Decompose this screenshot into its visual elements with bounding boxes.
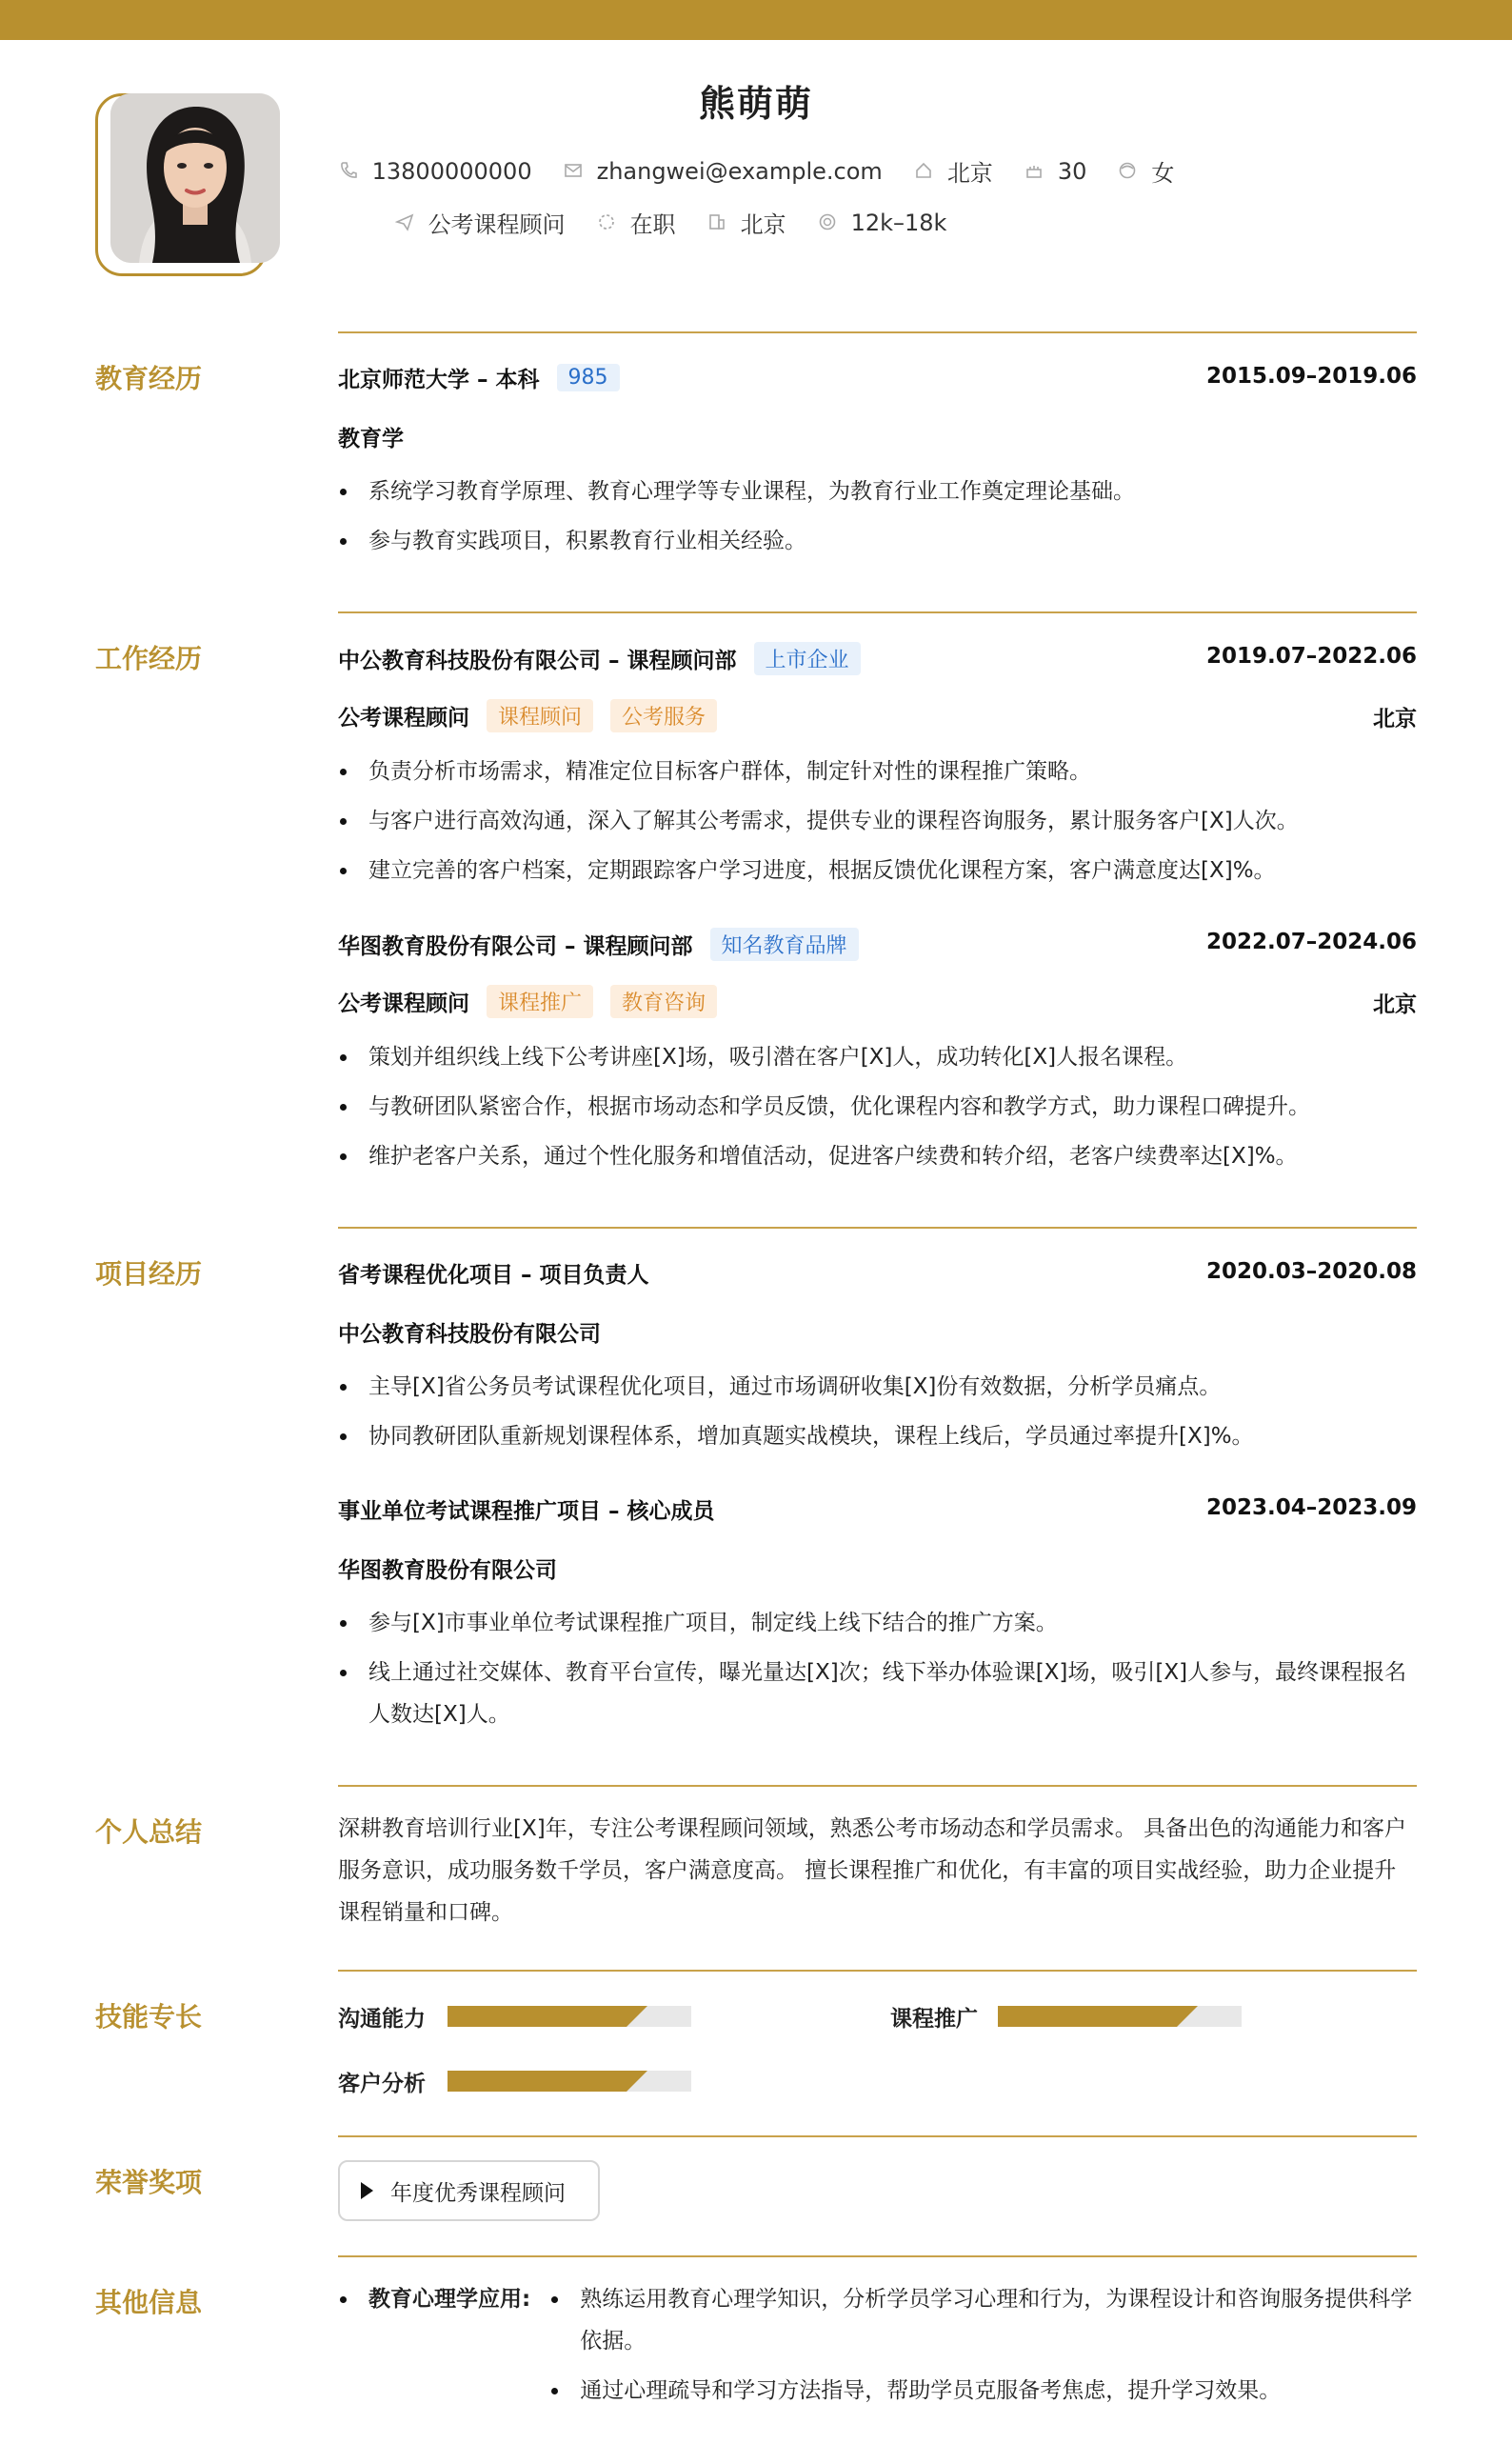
company-text: 华图教育股份有限公司 – 课程顾问部 (338, 934, 693, 959)
company-text: 中公教育科技股份有限公司 – 课程顾问部 (338, 649, 737, 673)
gender-item (1117, 154, 1174, 188)
email-text: zhangwei@example.com (596, 157, 883, 185)
skill-label: 沟通能力 (338, 2007, 426, 2032)
person-face-icon (1117, 161, 1138, 182)
list-item: 主导[X]省公务员考试课程优化项目，通过市场调研收集[X]份有效数据，分析学员痛点。 (338, 1366, 1417, 1408)
phone-item (338, 158, 532, 185)
job-row (38, 206, 1303, 239)
project-1-bullets (338, 1366, 1417, 1457)
coin-icon (817, 212, 838, 233)
award-text: 年度优秀课程顾问 (390, 2180, 566, 2206)
list-item: 熟练运用教育心理学知识，分析学员学习心理和行为，为课程设计和咨询服务提供科学依据。 (549, 2278, 1417, 2362)
target-city-text: 北京 (740, 211, 786, 238)
divider (338, 1785, 1417, 1787)
list-item: 负责分析市场需求，精准定位目标客户群体，制定针对性的课程推广策略。 (338, 751, 1417, 792)
project-1-org: 中公教育科技股份有限公司 (338, 1322, 601, 1347)
section-title-education: 教育经历 (95, 363, 203, 394)
section-title-other: 其他信息 (95, 2287, 203, 2318)
building-icon (706, 212, 727, 233)
school-tag: 985 (557, 364, 620, 391)
role-tag: 课程顾问 (487, 699, 593, 732)
work-2-location: 北京 (1373, 992, 1417, 1017)
list-item: 策划并组织线上线下公考讲座[X]场，吸引潜在客户[X]人，成功转化[X]人报名课程。 (338, 1036, 1417, 1078)
role-tag: 教育咨询 (610, 985, 717, 1018)
work-2-bullets (338, 1036, 1417, 1177)
loading-icon (596, 212, 617, 233)
list-item: 协同教研团队重新规划课程体系，增加真题实战模块，课程上线后，学员通过率提升[X]%。 (338, 1415, 1417, 1457)
phone-icon (338, 161, 359, 182)
list-item: 参与[X]市事业单位考试课程推广项目，制定线上线下结合的推广方案。 (338, 1602, 1417, 1644)
role-1 (338, 699, 717, 732)
other-info-item (338, 2278, 1417, 2412)
city-item (913, 154, 993, 188)
major: 教育学 (338, 427, 404, 451)
skill-bar (448, 2071, 691, 2092)
skill-bar (448, 2006, 691, 2027)
education-bullets (338, 471, 1417, 562)
phone-text: 13800000000 (371, 157, 532, 185)
bullet-dot (340, 2296, 347, 2303)
skill-label: 客户分析 (338, 2072, 426, 2096)
salary-item (817, 210, 947, 236)
status-text: 在职 (629, 211, 676, 238)
company-1 (338, 642, 861, 675)
section-title-project: 项目经历 (95, 1258, 203, 1290)
award-item[interactable] (338, 2160, 600, 2221)
send-icon (394, 212, 415, 233)
other-info (338, 2278, 1417, 2412)
age-text: 30 (1057, 157, 1087, 185)
role-text: 公考课程顾问 (338, 992, 469, 1016)
work-1-location: 北京 (1373, 707, 1417, 731)
skill-bar-fill (448, 2071, 627, 2092)
list-item: 线上通过社交媒体、教育平台宣传，曝光量达[X]次；线下举办体验课[X]场，吸引[X]人参与，最终课程报名人数达[X]人。 (338, 1652, 1417, 1735)
job-target-text: 公考课程顾问 (428, 211, 566, 238)
role-text: 公考课程顾问 (338, 706, 469, 731)
divider (338, 2135, 1417, 2137)
role-tag: 公考服务 (610, 699, 717, 732)
work-2-date: 2022.07–2024.06 (1205, 930, 1417, 954)
target-city-item (706, 206, 786, 239)
project-2-org: 华图教育股份有限公司 (338, 1558, 557, 1583)
list-item: 通过心理疏导和学习方法指导，帮助学员克服备考焦虑，提升学习效果。 (549, 2370, 1417, 2412)
divider (338, 331, 1417, 333)
role-2 (338, 985, 717, 1018)
home-icon (913, 161, 934, 182)
skill-bar-fill (448, 2006, 627, 2027)
status-item (596, 206, 676, 239)
other-label: 教育心理学应用: (368, 2287, 531, 2312)
salary-text: 12k–18k (850, 209, 947, 236)
section-title-summary: 个人总结 (95, 1816, 203, 1848)
divider (338, 2255, 1417, 2257)
job-target-item (394, 206, 566, 239)
company-tag: 知名教育品牌 (710, 928, 859, 961)
role-tag: 课程推广 (487, 985, 593, 1018)
work-1-date: 2019.07–2022.06 (1205, 644, 1417, 669)
mail-icon (563, 161, 584, 182)
cake-icon (1024, 161, 1044, 182)
list-item: 系统学习教育学原理、教育心理学等专业课程，为教育行业工作奠定理论基础。 (338, 471, 1417, 512)
school-text: 北京师范大学 – 本科 (338, 368, 540, 392)
skill-bar (998, 2006, 1242, 2027)
list-item: 与教研团队紧密合作，根据市场动态和学员反馈，优化课程内容和教学方式，助力课程口碑提升。 (338, 1086, 1417, 1128)
project-1-date: 2020.03–2020.08 (1205, 1259, 1417, 1284)
email-item (563, 158, 883, 185)
work-1-bullets (338, 751, 1417, 891)
education-date: 2015.09–2019.06 (1205, 364, 1417, 389)
section-title-skills: 技能专长 (95, 2001, 203, 2033)
list-item: 与客户进行高效沟通，深入了解其公考需求，提供专业的课程咨询服务，累计服务客户[X]人次。 (338, 800, 1417, 842)
contact-row (124, 154, 1388, 188)
divider (338, 611, 1417, 613)
skill-label: 课程推广 (890, 2007, 978, 2032)
top-accent-bar (0, 0, 1512, 40)
play-icon (361, 2182, 373, 2199)
list-item: 参与教育实践项目，积累教育行业相关经验。 (338, 520, 1417, 562)
divider (338, 1970, 1417, 1972)
section-title-awards: 荣誉奖项 (95, 2167, 203, 2198)
company-tag: 上市企业 (754, 642, 861, 675)
summary-text: 深耕教育培训行业[X]年，专注公考课程顾问领域，熟悉公考市场动态和学员需求。 具备出色的沟通能力和客户服务意识，成功服务数千学员，客户满意度高。 擅长课程推广和优化，有丰富的项目实战经验，助力企业提升课程销量和口碑。 (338, 1816, 1407, 1925)
company-2 (338, 928, 859, 961)
list-item: 建立完善的客户档案，定期跟踪客户学习进度，根据反馈优化课程方案，客户满意度达[X]%。 (338, 850, 1417, 891)
project-2-title: 事业单位考试课程推广项目 – 核心成员 (338, 1499, 715, 1524)
other-sublist (549, 2278, 1417, 2412)
skill-bar-fill (998, 2006, 1177, 2027)
school-name (338, 362, 620, 393)
city-text: 北京 (946, 160, 993, 187)
list-item: 维护老客户关系，通过个性化服务和增值活动，促进客户续费和转介绍，老客户续费率达[X]%。 (338, 1135, 1417, 1177)
project-1-title: 省考课程优化项目 – 项目负责人 (338, 1263, 649, 1288)
project-2-bullets (338, 1602, 1417, 1735)
age-item (1024, 158, 1087, 185)
candidate-name: 熊萌萌 (698, 83, 813, 125)
project-2-date: 2023.04–2023.09 (1205, 1495, 1417, 1520)
section-title-work: 工作经历 (95, 643, 203, 674)
gender-text: 女 (1151, 160, 1175, 187)
divider (338, 1227, 1417, 1229)
